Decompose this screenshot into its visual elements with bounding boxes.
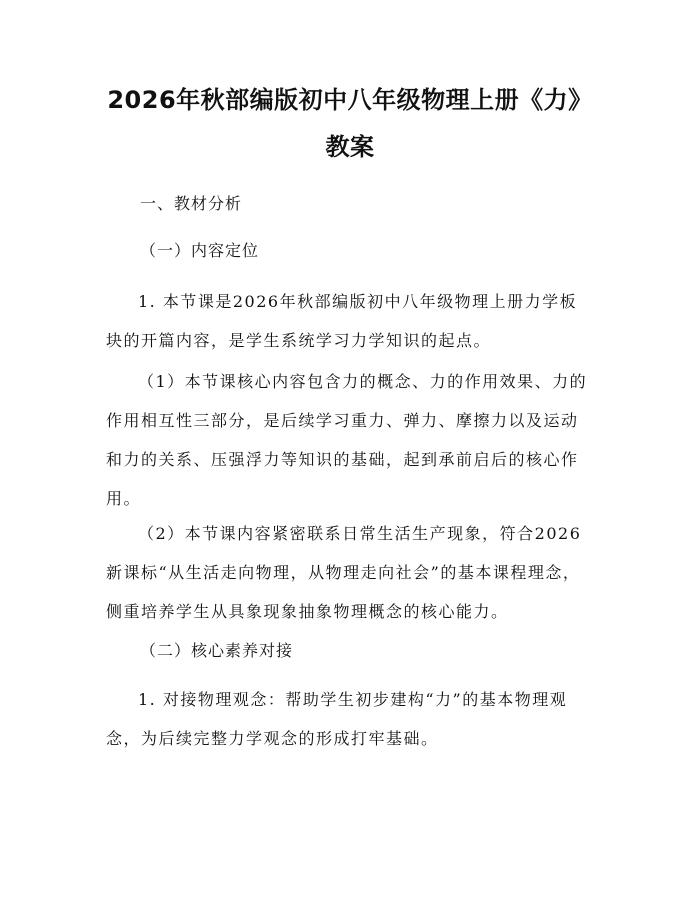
document-title-continuation: 教案 [325,133,375,161]
paragraph-1: 1. 本节课是2026年秋部编版初中八年级物理上册力学板块的开篇内容，是学生系统学习力学知识的起点。 [106,292,578,350]
paragraph-2: （1）本节课核心内容包含力的概念、力的作用效果、力的作用相互性三部分，是后续学习重力、弹力、摩擦力以及运动和力的关系、压强浮力等知识的基础，起到承前启后的核心作用。 [106,372,588,508]
section-heading-textbook-analysis: 一、教材分析 [140,194,243,213]
paragraph-3: （2）本节课内容紧密联系日常生活生产现象，符合2026新课标“从生活走向物理，从物理走向社会”的基本课程理念，侧重培养学生从具象现象抽象物理概念的核心能力。 [106,524,582,621]
subsection-heading-core-literacy: （二）核心素养对接 [140,641,294,660]
paragraph-4: 1. 对接物理观念：帮助学生初步建构“力”的基本物理观念，为后续完整力学观念的形成打牢基础。 [106,690,568,748]
document-title: 2026年秋部编版初中八年级物理上册《力》 [107,86,593,114]
subsection-heading-content-positioning: （一）内容定位 [140,241,260,260]
